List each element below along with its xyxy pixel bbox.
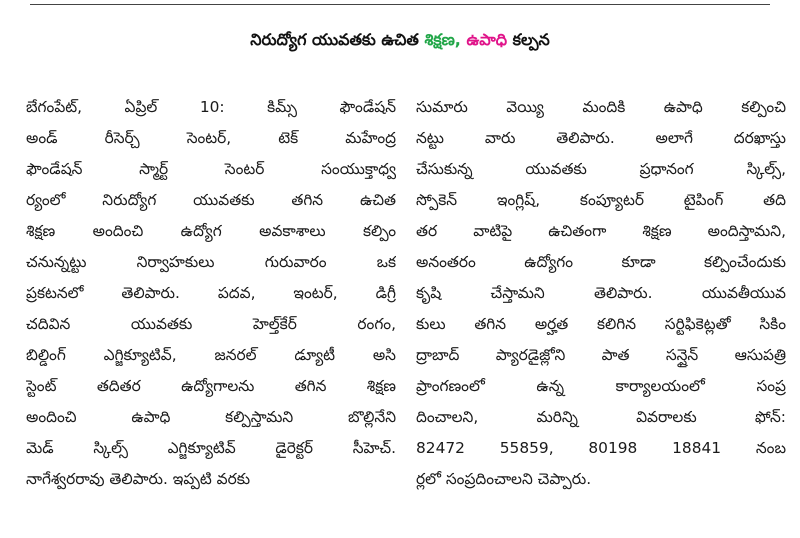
article-line: చదివిన యువతకు హెల్త్‌కేర్ రంగం, xyxy=(26,315,396,333)
article-line: దించాలని, మరిన్ని వివరాలకు ఫోన్: xyxy=(416,408,786,426)
article-line: కృషి చేస్తామని తెలిపారు. యువతీయువ xyxy=(416,284,786,302)
article-line: బిల్డింగ్ ఎగ్జిక్యూటివ్, జనరల్ డ్యూటీ అసి xyxy=(26,346,396,364)
article-line: స్పోకెన్ ఇంగ్లిష్, కంప్యూటర్ టైపింగ్ తది xyxy=(416,191,786,209)
top-rule xyxy=(30,4,770,5)
article-line: ప్రాంగణంలో ఉన్న కార్యాలయంలో సంప్ర xyxy=(416,377,786,395)
headline xyxy=(0,14,800,66)
article-line: బేగంపేట్, ఏప్రిల్ 10: కిమ్స్ ఫౌండేషన్ xyxy=(26,98,396,116)
headline-highlight-employment: ఉపాధి xyxy=(460,30,508,49)
article-line: నట్టు వారు తెలిపారు. అలాగే దరఖాస్తు xyxy=(416,129,786,147)
headline-part-2: కల్పన xyxy=(507,30,550,49)
article-column-right xyxy=(416,92,786,528)
article-line: 82472 55859, 80198 18841 నంబ xyxy=(416,439,786,457)
article-line: చేసుకున్న యువతకు ప్రధానంగ స్కిల్స్, xyxy=(416,160,786,178)
article-line: ఫౌండేషన్ స్మార్ట్ సెంటర్ సంయుక్తాధ్వ xyxy=(26,160,396,178)
article-line: నాగేశ్వరరావు తెలిపారు. ఇప్పటి వరకు xyxy=(26,470,251,488)
article-line: అనంతరం ఉద్యోగం కూడా కల్పించేందుకు xyxy=(416,253,786,271)
article-line: చనున్నట్టు నిర్వాహకులు గురువారం ఒక xyxy=(26,253,396,271)
article-line: ర్లలో సంప్రదించాలని చెప్పారు. xyxy=(416,470,592,488)
article-line: సుమారు వెయ్యి మందికి ఉపాధి కల్పించి xyxy=(416,98,786,116)
article-line: అండ్ రీసెర్చ్ సెంటర్, టెక్ మహేంద్ర xyxy=(26,129,396,147)
headline-highlight-training: శిక్షణ, xyxy=(424,30,461,49)
article-line: తర వాటిపై ఉచితంగా శిక్షణ అందిస్తామని, xyxy=(416,222,786,240)
article-body xyxy=(26,92,786,528)
article-line: శిక్షణ అందించి ఉద్యోగ అవకాశాలు కల్పిం xyxy=(26,222,396,240)
article-line: స్టెంట్ తదితర ఉద్యోగాలను తగిన శిక్షణ xyxy=(26,377,396,395)
article-line: ర్యంలో నిరుద్యోగ యువతకు తగిన ఉచిత xyxy=(26,191,396,209)
headline-part-1: నిరుద్యోగ యువతకు ఉచిత xyxy=(250,30,425,49)
article-column-left xyxy=(26,92,396,528)
article-line: ద్రాబాద్ ప్యారడైజ్లోని పాత సన్షైన్ ఆసుపత్రి xyxy=(416,346,786,364)
article-line: మెడ్ స్కిల్స్ ఎగ్జిక్యూటివ్ డైరెక్టర్ సీహెచ్. xyxy=(26,439,396,457)
article-line: అందించి ఉపాధి కల్పిస్తామని బొల్లినేని xyxy=(26,408,396,426)
article-line: ప్రకటనలో తెలిపారు. పదవ, ఇంటర్, డిగ్రీ xyxy=(26,284,396,302)
article-line: కులు తగిన అర్హత కలిగిన సర్టిఫికెట్లతో సికిం xyxy=(416,315,786,333)
